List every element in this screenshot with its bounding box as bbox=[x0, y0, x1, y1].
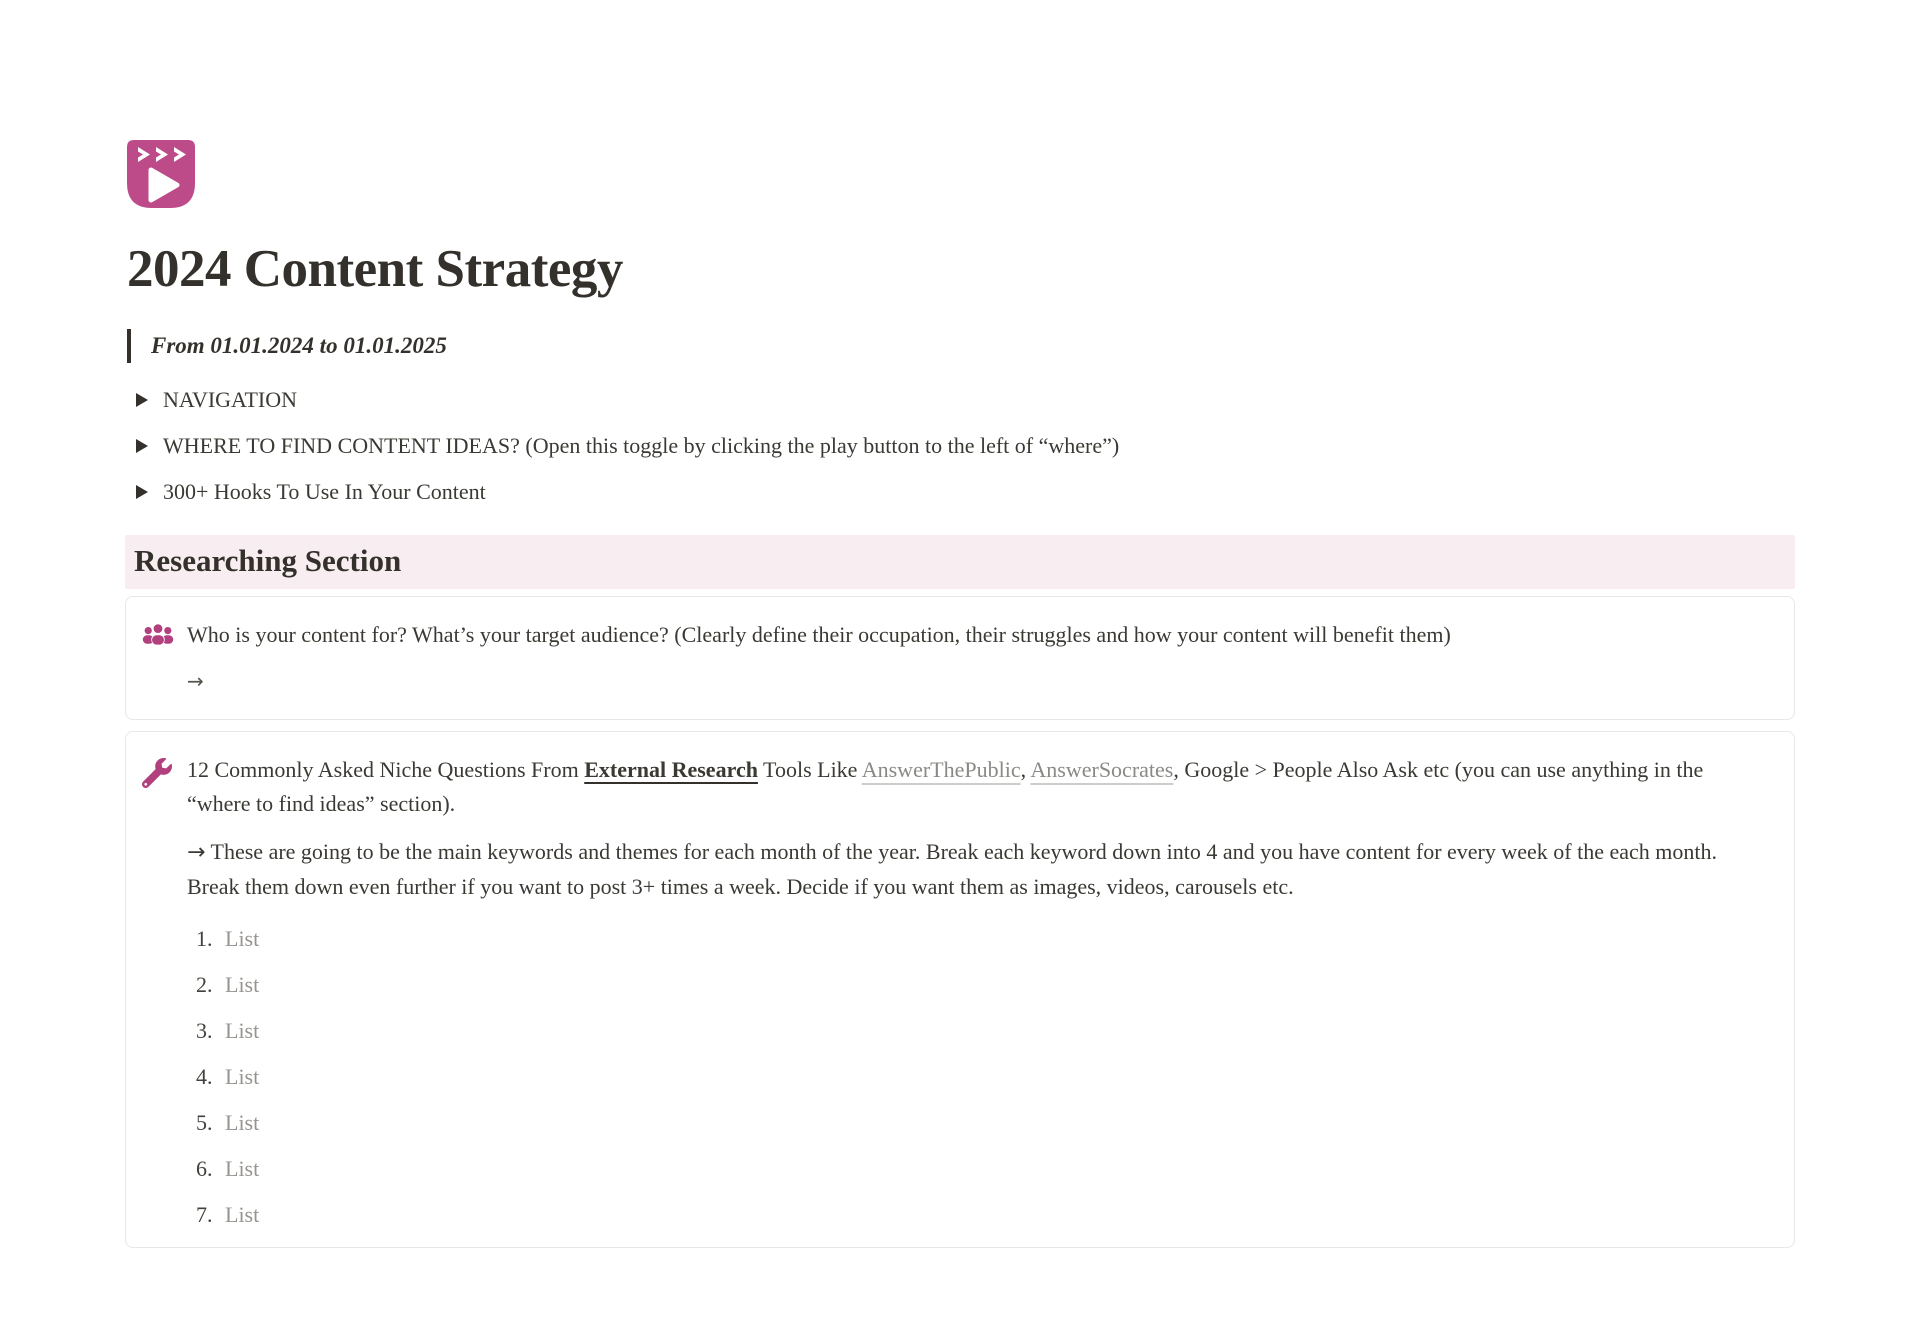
toggle-triangle-icon[interactable] bbox=[136, 485, 148, 499]
list-item[interactable] bbox=[187, 1020, 1768, 1042]
date-range-quote[interactable]: From 01.01.2024 to 01.01.2025 bbox=[127, 329, 1795, 363]
audience-callout[interactable] bbox=[125, 596, 1795, 720]
wrench-icon[interactable] bbox=[142, 753, 174, 1226]
list-item-number: 4. bbox=[196, 1064, 213, 1090]
list-item-placeholder[interactable]: List bbox=[225, 972, 260, 998]
list-item-placeholder[interactable]: List bbox=[225, 1064, 260, 1090]
list-item-placeholder[interactable]: List bbox=[225, 1156, 260, 1182]
toggle-300-hooks[interactable] bbox=[125, 469, 1795, 515]
page-title[interactable]: 2024 Content Strategy bbox=[127, 240, 623, 298]
keywords-note-text[interactable] bbox=[187, 835, 1768, 904]
list-item-placeholder[interactable]: List bbox=[225, 1110, 260, 1136]
page-content bbox=[125, 138, 1795, 1248]
audience-answer-arrow[interactable]: → bbox=[187, 669, 204, 694]
list-item[interactable] bbox=[187, 1158, 1768, 1180]
audience-question-text[interactable]: Who is your content for? What’s your target audience? (Clearly define their occupation, their struggles and how your content will benefit them) bbox=[187, 622, 1451, 648]
list-item-number: 1. bbox=[196, 926, 213, 952]
list-item-number: 7. bbox=[196, 1202, 213, 1228]
text-segment: 12 Commonly Asked Niche Questions From bbox=[187, 757, 585, 783]
researching-section-heading[interactable]: Researching Section bbox=[125, 535, 1795, 589]
list-item-number: 6. bbox=[196, 1156, 213, 1182]
audience-callout-body bbox=[187, 618, 1451, 698]
list-item[interactable] bbox=[187, 1204, 1768, 1226]
toggle-label[interactable]: 300+ Hooks To Use In Your Content bbox=[163, 479, 486, 505]
niche-questions-callout[interactable] bbox=[125, 731, 1795, 1248]
clapperboard-play-icon[interactable] bbox=[125, 138, 197, 210]
toggle-navigation[interactable] bbox=[125, 377, 1795, 423]
note-arrow: → bbox=[187, 840, 206, 866]
note-body: These are going to be the main keywords and themes for each month of the year. Break each keyword down into 4 and you have content for every week of the each month. Break them down even further if you want to post 3+ times a week. Decide if you want them as images, videos, carousels etc. bbox=[187, 839, 1718, 900]
answersocrates-link[interactable]: AnswerSocrates bbox=[1030, 757, 1174, 783]
list-item-number: 3. bbox=[196, 1018, 213, 1044]
list-item-placeholder[interactable]: List bbox=[225, 1202, 260, 1228]
external-research-emphasis: External Research bbox=[584, 757, 758, 783]
toggle-label[interactable]: NAVIGATION bbox=[163, 387, 298, 413]
niche-questions-text[interactable] bbox=[187, 753, 1768, 821]
list-item-placeholder[interactable]: List bbox=[225, 926, 260, 952]
niche-questions-body bbox=[187, 753, 1768, 1226]
list-item[interactable] bbox=[187, 928, 1768, 950]
text-segment: , Google > People Also Ask etc (you can use anything in the “where to find ideas” section). bbox=[187, 757, 1704, 817]
toggle-triangle-icon[interactable] bbox=[136, 439, 148, 453]
list-item-number: 5. bbox=[196, 1110, 213, 1136]
list-item-placeholder[interactable]: List bbox=[225, 1018, 260, 1044]
list-item[interactable] bbox=[187, 1066, 1768, 1088]
toggle-label[interactable]: WHERE TO FIND CONTENT IDEAS? (Open this toggle by clicking the play button to the left of “where”) bbox=[163, 433, 1120, 459]
toggle-where-to-find-content-ideas[interactable] bbox=[125, 423, 1795, 469]
toggle-list bbox=[125, 377, 1795, 515]
answerthepublic-link[interactable]: AnswerThePublic bbox=[861, 757, 1021, 783]
text-segment: Tools Like bbox=[757, 757, 862, 783]
users-icon[interactable] bbox=[142, 618, 174, 698]
list-item[interactable] bbox=[187, 974, 1768, 996]
toggle-triangle-icon[interactable] bbox=[136, 393, 148, 407]
keywords-numbered-list bbox=[187, 928, 1768, 1226]
list-item[interactable] bbox=[187, 1112, 1768, 1134]
list-item-number: 2. bbox=[196, 972, 213, 998]
text-segment: , bbox=[1020, 757, 1031, 783]
